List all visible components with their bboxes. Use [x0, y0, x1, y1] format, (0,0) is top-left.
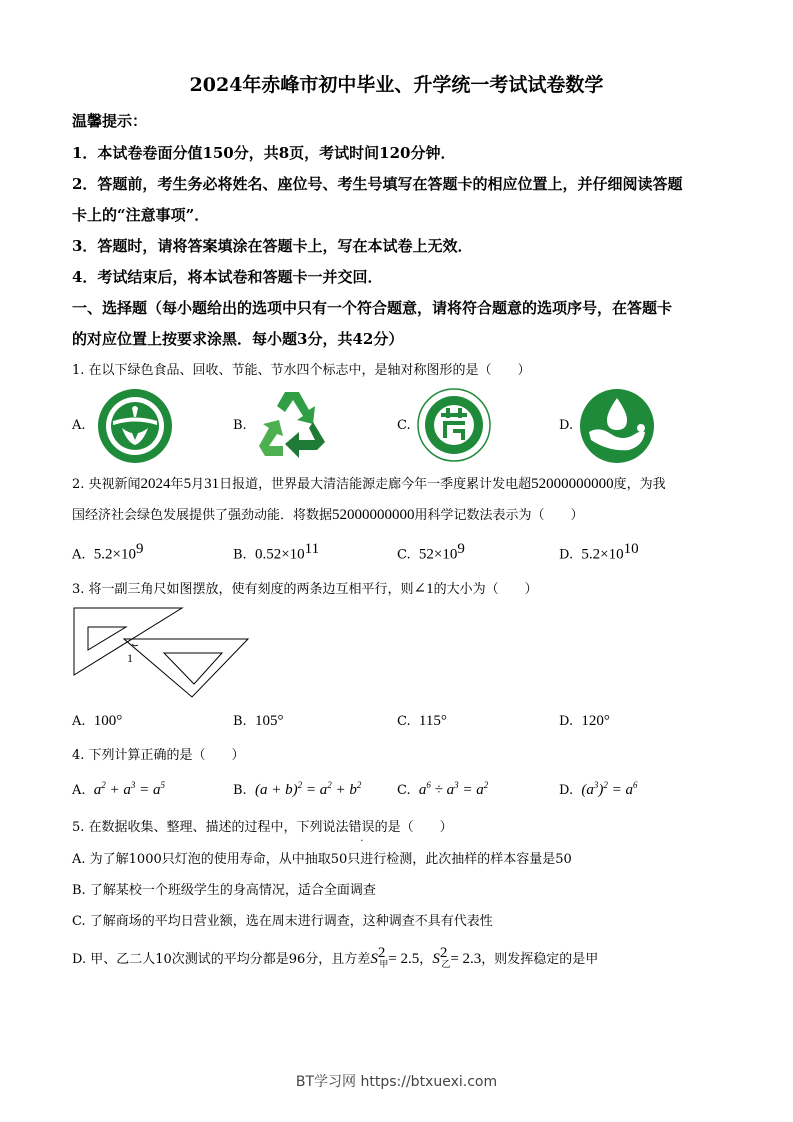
q2-option-c [397, 541, 465, 563]
energy-saving-icon [417, 388, 491, 462]
q3-text: 的大小为（ ） [433, 582, 538, 597]
q3-option-b [233, 713, 283, 730]
q1-label-c: C. [397, 418, 411, 433]
q2-stem-line2 [72, 504, 584, 524]
q2-year: 2024 [140, 476, 171, 492]
q2-big-number: 52000000000 [531, 476, 614, 492]
variance-b: $S^2_乙$ [432, 945, 451, 969]
variance-a: $S^2_甲$ [370, 945, 389, 969]
tip-1: 1．本试卷卷面分值150分，共8页，考试时间120分钟． [72, 144, 456, 162]
footer-watermark: BT学习网 https://btxuexi.com [295, 1074, 498, 1090]
q5-text: ， [419, 952, 433, 967]
q4-stem: 4. 下列计算正确的是（ ） [72, 748, 245, 763]
q3-option-d [559, 713, 610, 730]
q2-big-number: 52000000000 [332, 507, 415, 523]
option-label: B. [233, 714, 247, 729]
option-label: C. [397, 783, 411, 798]
q5-stem [72, 816, 453, 835]
q2-text: 月 [191, 477, 205, 492]
q5-option-a: A. 为了解1000只灯泡的使用寿命，从中抽取50只进行检测，此次抽样的样本容量是50 [72, 852, 572, 867]
q2-text: 用科学记数法表示为（ ） [414, 508, 584, 523]
option-label: A. [72, 547, 86, 563]
q2-option-a [72, 541, 144, 563]
option-exp: 9 [136, 541, 144, 557]
option-label: C. [397, 714, 411, 729]
variance-sub: 乙 [441, 959, 451, 969]
option-label: C. [397, 547, 411, 563]
tip-3: 3．答题时，请将答案填涂在答题卡上，写在本试卷上无效． [72, 237, 473, 255]
option-label: D. [559, 783, 574, 798]
tip-4: 4．考试结束后，将本试卷和答题卡一并交回． [72, 268, 383, 286]
tip-2: 2．答题前，考生务必将姓名、座位号、考生号填写在答题卡的相应位置上，并仔细阅读答题 [72, 175, 683, 193]
option-label: D. [559, 547, 574, 563]
option-value: 115° [418, 713, 447, 729]
option-base: 5.2×10 [93, 546, 137, 563]
q4-option-d [559, 780, 637, 799]
q1-label-b: B. [233, 418, 247, 433]
option-value: 120° [581, 713, 610, 729]
section1-line1: 一、选择题（每小题给出的选项中只有一个符合题意，请将符合题意的选项序号，在答题卡 [72, 299, 673, 317]
q2-text: 年 [170, 477, 184, 492]
option-label: A. [72, 783, 86, 798]
q3-text: 3. 将一副三角尺如图摆放，使有刻度的两条边互相平行，则 [72, 582, 414, 597]
option-exp: 11 [304, 541, 320, 557]
angle-label: 1 [127, 651, 133, 665]
triangle-ruler-figure [72, 605, 252, 700]
q5-text: 5. 在数据收集、整理、描述的过程中，下列说法 [72, 820, 349, 835]
option-exp: 10 [623, 541, 639, 557]
water-saving-icon [579, 388, 655, 464]
q4-option-b [233, 780, 361, 799]
page-title: 2024年赤峰市初中毕业、升学统一考试试卷数学 [189, 74, 604, 96]
green-food-icon [97, 388, 173, 464]
formula-c: $a^6 \div a^3 = a^2$ [418, 780, 489, 798]
option-base: 5.2×10 [581, 546, 624, 563]
q2-text: 国经济社会绿色发展提供了强劲动能．将数据 [72, 508, 333, 523]
q3-angle: ∠1 [413, 581, 434, 597]
q2-text: 2. 央视新闻 [72, 477, 141, 492]
q3-stem [72, 578, 538, 598]
q5-text: 的是（ ） [374, 820, 453, 835]
q2-text: 度，为我 [613, 477, 666, 492]
q2-day: 31 [204, 476, 220, 492]
option-label: B. [233, 783, 247, 798]
q1-label-d: D. [559, 418, 574, 433]
option-exp: 9 [457, 541, 465, 557]
option-label: A. [72, 714, 86, 729]
formula-d: $(a^3)^2 = a^6$ [581, 780, 638, 798]
variance-value: = 2.3 [450, 951, 482, 967]
q5-option-b: B. 了解某校一个班级学生的身高情况，适合全面调查 [72, 883, 376, 898]
option-base: 0.52×10 [254, 546, 305, 563]
q3-option-a [72, 713, 122, 730]
tips-heading: 温馨提示： [72, 112, 148, 130]
recycle-icon [255, 388, 329, 460]
q5-text: D. 甲、乙二人10次测试的平均分都是96分，且方差 [72, 952, 371, 967]
q3-option-c [397, 713, 447, 730]
q4-option-c [397, 780, 488, 799]
option-base: 52×10 [418, 546, 458, 563]
q5-text: ，则发挥稳定的是甲 [481, 952, 599, 967]
q5-option-c: C. 了解商场的平均日营业额，选在周末进行调查，这种调查不具有代表性 [72, 914, 493, 929]
variance-value: = 2.5 [388, 951, 420, 967]
q1-stem: 1. 在以下绿色食品、回收、节能、节水四个标志中，是轴对称图形的是（ ） [72, 363, 531, 378]
option-value: 105° [254, 713, 284, 729]
option-value: 100° [93, 713, 123, 729]
section1-line2: 的对应位置上按要求涂黑．每小题3分，共42分） [72, 330, 404, 348]
q2-text: 日报道，世界最大清洁能源走廊今年一季度累计发电超 [219, 477, 532, 492]
option-label: B. [233, 547, 247, 563]
q2-month: 5 [183, 476, 192, 492]
tip-2-cont: 卡上的“注意事项”． [72, 206, 210, 224]
formula-b: $(a + b)^2 = a^2 + b^2$ [254, 780, 362, 798]
option-label: D. [559, 714, 574, 729]
q2-option-b [233, 541, 319, 563]
q5-option-d [72, 945, 598, 970]
q2-option-d [559, 541, 639, 563]
q1-label-a: A. [72, 418, 86, 433]
q5-emphasis: 错误 [348, 820, 375, 835]
q4-option-a [72, 780, 165, 799]
formula-a: $a^2 + a^3 = a^5$ [93, 780, 166, 798]
q2-stem-line1 [72, 473, 666, 493]
variance-sub: 甲 [379, 959, 389, 969]
